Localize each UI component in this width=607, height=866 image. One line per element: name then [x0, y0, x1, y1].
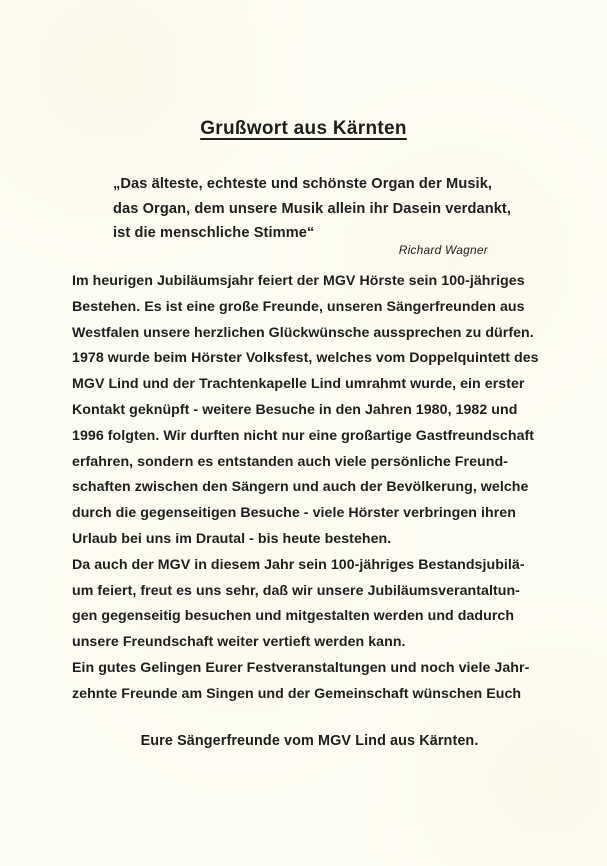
body-line: Urlaub bei uns im Drautal - bis heute bestehen. — [72, 530, 392, 547]
body-line: Westfalen unsere herzlichen Glückwünsche aussprechen zu dürfen. — [72, 324, 534, 341]
quote-line: ist die menschliche Stimme“ — [113, 225, 315, 242]
body-line: schaften zwischen den Sängern und auch der Bevölkerung, welche — [72, 479, 529, 496]
page-title — [0, 118, 607, 140]
quote-line: das Organ, dem unsere Musik allein ihr Dasein verdankt, — [113, 200, 512, 217]
quote-block — [113, 172, 511, 246]
body-line: Bestehen. Es ist eine große Freunde, unseren Sängerfreunden aus — [72, 298, 525, 315]
body-line: durch die gegenseitigen Besuche - viele Hörster verbringen ihren — [72, 505, 516, 522]
body-line: MGV Lind und der Trachtenkapelle Lind umrahmt wurde, ein erster — [72, 376, 525, 393]
body-line: Im heurigen Jubiläumsjahr feiert der MGV Hörste sein 100-jähriges — [72, 273, 525, 289]
body-line: Kontakt geknüpft - weitere Besuche in den Jahren 1980, 1982 und — [72, 401, 518, 418]
body-line: gen gegenseitig besuchen und mitgestalten werden und dadurch — [72, 608, 515, 625]
body-line: Da auch der MGV in diesem Jahr sein 100-jähriges Bestandsjubilä- — [72, 556, 525, 573]
quote-line: „Das älteste, echteste und schönste Organ der Musik, — [113, 176, 493, 192]
body-line: zehnte Freunde am Singen und der Gemeinschaft wünschen Euch — [72, 685, 522, 702]
body-line: 1996 folgten. Wir durften nicht nur eine großartige Gastfreundschaft — [72, 427, 535, 444]
body-line: um feiert, freut es uns sehr, daß wir unsere Jubiläumsverantaltun- — [72, 582, 520, 599]
body-line: Ein gutes Gelingen Eurer Festveranstaltungen und noch viele Jahr- — [72, 659, 530, 676]
page-title-text: Grußwort aus Kärnten — [200, 118, 407, 139]
closing-line: Eure Sängerfreunde vom MGV Lind aus Kärnten. — [140, 733, 479, 749]
letter-body — [72, 269, 539, 708]
quote-attribution: Richard Wagner — [398, 243, 488, 257]
body-line: 1978 wurde beim Hörster Volksfest, welches vom Doppelquintett des — [72, 350, 539, 367]
body-line: erfahren, sondern es entstanden auch viele persönliche Freund- — [72, 453, 508, 470]
body-line: unsere Freundschaft weiter vertieft werden kann. — [72, 634, 406, 651]
